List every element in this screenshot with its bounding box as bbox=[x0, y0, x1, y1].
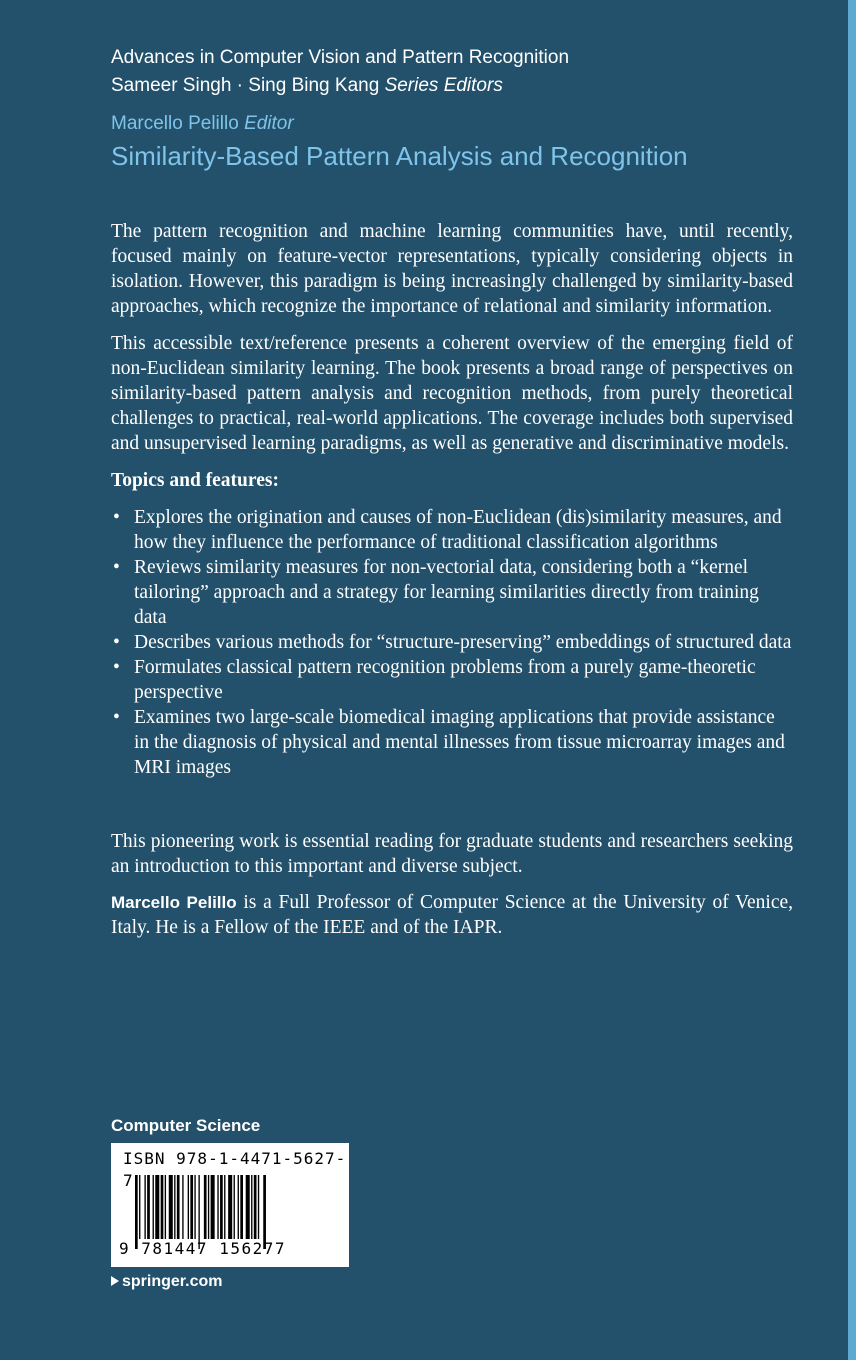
book-editor-line bbox=[111, 111, 294, 137]
feature-item bbox=[111, 505, 793, 555]
publisher-url: springer.com bbox=[122, 1273, 223, 1290]
barcode-bar bbox=[238, 1175, 239, 1239]
barcode-bar bbox=[198, 1175, 199, 1249]
barcode-bar bbox=[139, 1175, 140, 1239]
subject-category: Computer Science bbox=[111, 1116, 261, 1135]
barcode-bar bbox=[224, 1175, 225, 1239]
feature-text: Examines two large-scale biomedical imaging applications that provide assistance in the diagnosis of physical and mental illnesses from tissue microarray images and MRI images bbox=[134, 707, 785, 778]
barcode-bar bbox=[204, 1175, 207, 1239]
author-bio-text: is a Full Professor of Computer Science at the University of Venice, Italy. He is a Fellow of the IEEE and of the IAPR. bbox=[111, 892, 794, 938]
book-editor-name: Marcello Pelillo bbox=[111, 113, 239, 134]
barcode-bar bbox=[258, 1175, 259, 1239]
barcode-bar bbox=[147, 1175, 150, 1239]
barcode-bar bbox=[217, 1175, 218, 1239]
barcode-bar bbox=[194, 1175, 195, 1239]
bullet-icon: • bbox=[113, 507, 120, 528]
isbn-label: ISBN 978-1-4471-5627-7 bbox=[123, 1149, 347, 1190]
barcode-bar bbox=[169, 1175, 173, 1239]
book-title: Similarity-Based Pattern Analysis and Recognition bbox=[111, 141, 688, 171]
barcode-bar bbox=[254, 1175, 257, 1239]
series-editors-names: Sameer Singh · Sing Bing Kang bbox=[111, 75, 380, 96]
feature-text: Reviews similarity measures for non-vectorial data, considering both a “kernel tailoring” approach and a strategy for learning similarities directly from training data bbox=[134, 557, 759, 628]
barcode-digits: 9 781447 156277 bbox=[119, 1239, 286, 1258]
bullet-icon: • bbox=[113, 557, 120, 578]
barcode-bar bbox=[174, 1175, 175, 1239]
topics-heading: Topics and features: bbox=[111, 470, 279, 491]
barcode-bar bbox=[246, 1175, 250, 1239]
series-header bbox=[111, 44, 569, 100]
barcode-bar bbox=[153, 1175, 154, 1239]
book-editor-role: Editor bbox=[244, 113, 294, 134]
barcode-bar bbox=[211, 1175, 215, 1239]
feature-text: Describes various methods for “structure-preserving” embeddings of structured data bbox=[134, 632, 792, 653]
barcode-bar bbox=[161, 1175, 164, 1239]
barcode-bar bbox=[190, 1175, 193, 1239]
barcode-bar bbox=[263, 1175, 266, 1249]
author-bio bbox=[111, 890, 793, 940]
barcode-bar bbox=[155, 1175, 159, 1239]
feature-text: Formulates classical pattern recognition problems from a purely game-theoretic perspective bbox=[134, 657, 756, 703]
barcode-bar bbox=[188, 1175, 189, 1239]
spine-strip bbox=[848, 0, 856, 1360]
author-name: Marcello Pelillo bbox=[111, 893, 237, 912]
barcode-bar bbox=[182, 1175, 183, 1239]
bullet-icon: • bbox=[113, 657, 120, 678]
intro-paragraph: The pattern recognition and machine learning communities have, until recently, focused mainly on feature-vector representations, typically considering objects in isolation. However, this paradigm is being increasingly challenged by similarity-based approaches, which recognize the importance of relational and similarity information. bbox=[111, 221, 793, 317]
barcode-bar bbox=[234, 1175, 235, 1239]
series-editors-role: Series Editors bbox=[384, 75, 503, 96]
barcode-bar bbox=[144, 1175, 145, 1239]
barcode-bar bbox=[165, 1175, 166, 1239]
barcode-bar bbox=[177, 1175, 180, 1239]
closing-paragraph: This pioneering work is essential reading for graduate students and researchers seeking an introduction to this important and diverse subject. bbox=[111, 831, 793, 877]
bullet-icon: • bbox=[113, 707, 120, 728]
feature-text: Explores the origination and causes of non-Euclidean (dis)similarity measures, and how they influence the performance of traditional classification algorithms bbox=[134, 507, 782, 553]
arrow-right-icon bbox=[111, 1276, 119, 1286]
feature-item bbox=[111, 655, 793, 705]
bullet-icon: • bbox=[113, 632, 120, 653]
barcode-bar bbox=[135, 1175, 138, 1249]
features-list bbox=[111, 505, 793, 780]
feature-item bbox=[111, 705, 793, 780]
series-title: Advances in Computer Vision and Pattern Recognition bbox=[111, 47, 570, 68]
barcode-bar bbox=[228, 1175, 232, 1239]
feature-item bbox=[111, 630, 793, 655]
series-editors-line bbox=[111, 72, 569, 100]
publisher-link[interactable] bbox=[111, 1270, 222, 1294]
isbn-barcode bbox=[111, 1143, 349, 1267]
overview-paragraph: This accessible text/reference presents a coherent overview of the emerging field of non-Euclidean similarity learning. The book presents a broad range of perspectives on similarity-based pattern analysis and recognition methods, from purely theoretical challenges to practical, real-world applications. The coverage includes both supervised and unsupervised learning paradigms, as well as generative and discriminative models. bbox=[111, 333, 793, 454]
barcode-bar bbox=[251, 1175, 252, 1239]
barcode-bar bbox=[240, 1175, 243, 1239]
barcode-bar bbox=[220, 1175, 223, 1239]
feature-item bbox=[111, 555, 793, 630]
barcode-bar bbox=[208, 1175, 209, 1239]
